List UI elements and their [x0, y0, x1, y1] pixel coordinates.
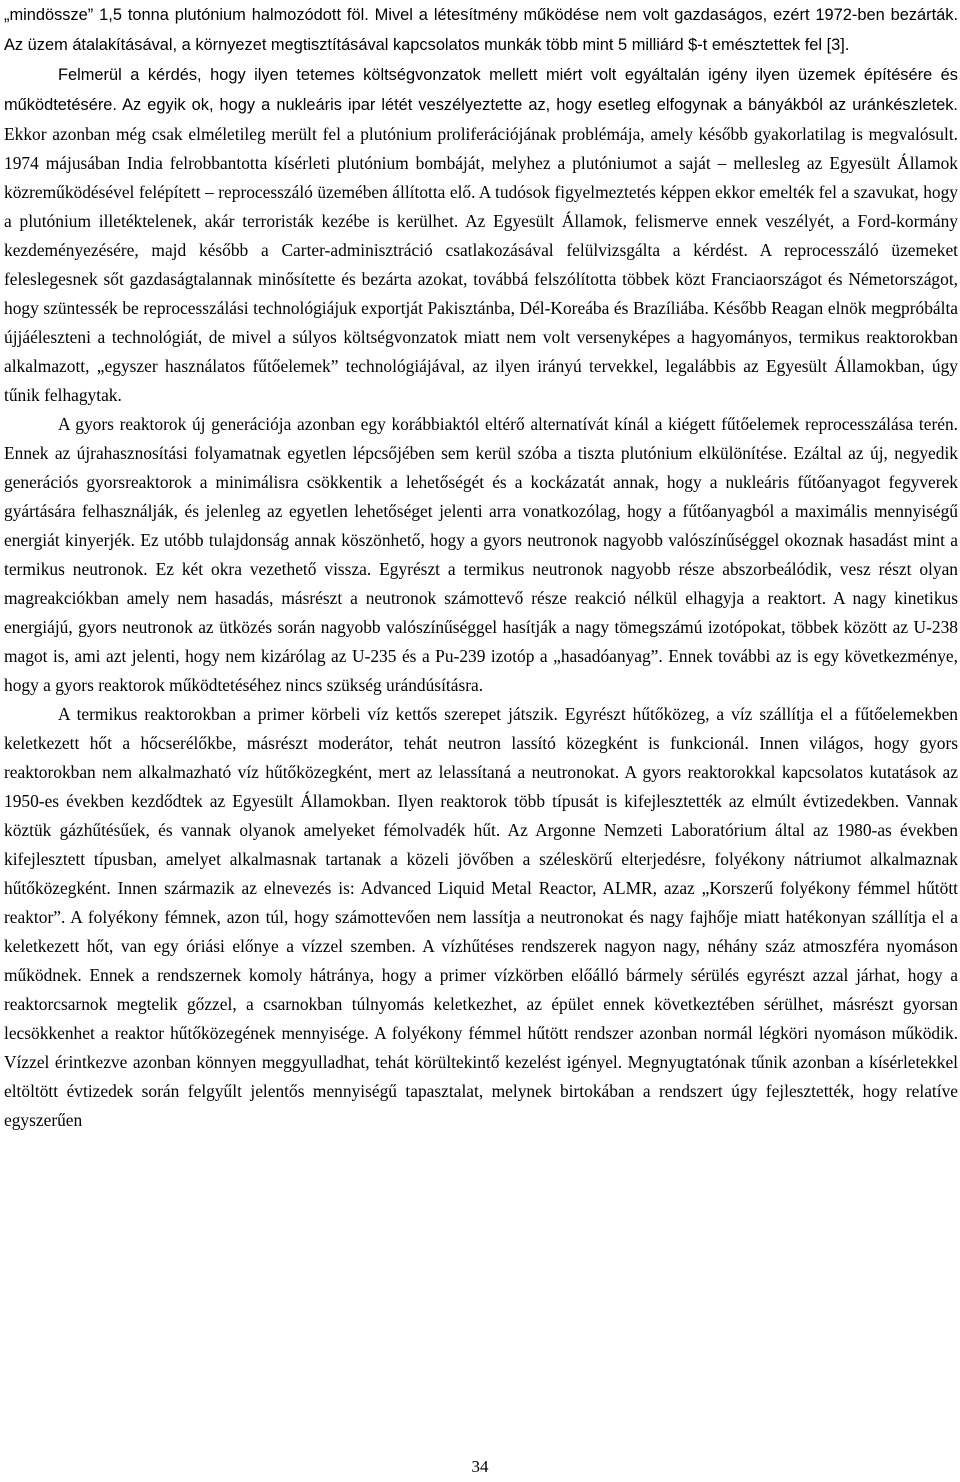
paragraph-1	[4, 0, 958, 60]
page-number: 34	[471, 1457, 489, 1476]
paragraph-2	[4, 60, 958, 410]
paragraph-2-serif-text: Ekkor azonban még csak elméletileg merült fel a plutónium proliferációjának problémája, amely később gyakorlatilag is megvalósult. 1974 májusában India felrobbantotta kísérleti plutónium bombáját, melyhez a plutóniumot a saját – mellesleg az Egyesült Államok közreműködésével felépített – reprocesszáló üzemében állította elő. A tudósok figyelmeztetés képpen ekkor emelték fel a szavukat, hogy a plutónium illetéktelenek, akár terroristák kezébe is kerülhet. Az Egyesült Államok, felismerve ennek veszélyét, a Ford-kormány kezdeményezésére, majd később a Carter-adminisztráció csatlakozásával felülvizsgálta a kérdést. A reprocesszáló üzemeket feleslegesnek sőt gazdaságtalannak minősítette és bezárta azokat, továbbá felszólította többek közt Franciaországot és Németországot, hogy szüntessék be reprocesszálási technológiájuk exportját Pakisztánba, Dél-Koreába és Brazíliába. Később Reagan elnök megpróbálta újjáéleszteni a technológiát, de mivel a súlyos költségvonzatok miatt nem volt versenyképes a hagyományos, termikus reaktorokban alkalmazott, „egyszer használatos fűtőelemek” technológiájával, az ilyen irányú tervekkel, legalábbis az Egyesült Államokban, úgy tűnik felhagytak.	[4, 124, 958, 405]
paragraph-2-sans-text: Felmerül a kérdés, hogy ilyen tetemes költségvonzatok mellett miért volt egyáltalán igény ilyen üzemek építésére és működtetésére. Az egyik ok, hogy a nukleáris ipar létét veszélyeztette az, hogy esetleg elfogynak a bányákból az uránkészletek.	[4, 66, 958, 114]
document-page	[4, 0, 958, 1135]
paragraph-1-text: „mindössze” 1,5 tonna plutónium halmozódott föl. Mivel a létesítmény működése nem volt gazdaságos, ezért 1972-ben bezárták. Az üzem átalakításával, a környezet megtisztításával kapcsolatos munkák több mint 5 milliárd $-t emésztettek fel [3].	[4, 6, 958, 54]
paragraph-4: A termikus reaktorokban a primer körbeli víz kettős szerepet játszik. Egyrészt hűtőközeg, a víz szállítja el a fűtőelemekben keletkezett hőt a hőcserélőkbe, másrészt moderátor, tehát neutron lassító közegként is funkcionál. Innen világos, hogy gyors reaktorokban nem alkalmazható víz hűtőközegként, mert az lelassítaná a neutronokat. A gyors reaktorokkal kapcsolatos kutatások az 1950-es években kezdődtek az Egyesült Államokban. Ilyen reaktorok több típusát is kifejlesztették az elmúlt évtizedekben. Vannak köztük gázhűtésűek, és vannak olyanok amelyeket fémolvadék hűt. Az Argonne Nemzeti Laboratórium által az 1980-as években kifejlesztett típusban, amelyet alkalmasnak tartanak a közeli jövőben a széleskörű elterjedésre, folyékony nátriumot alkalmaznak hűtőközegként. Innen származik az elnevezés is: Advanced Liquid Metal Reactor, ALMR, azaz „Korszerű folyékony fémmel hűtött reaktor”. A folyékony fémnek, azon túl, hogy számottevően nem lassítja a neutronokat és nagy fajhője miatt hatékonyan szállítja el a keletkezett hőt, van egy óriási előnye a vízzel szemben. A vízhűtéses rendszerek nagyon nagy, néhány száz atmoszféra nyomáson működnek. Ennek a rendszernek komoly hátránya, hogy a primer vízkörben előálló bármely sérülés egyrészt azzal járhat, hogy a reaktorcsarnok megtelik gőzzel, a csarnokban túlnyomás keletkezhet, az épület ennek következtében sérülhet, másrészt gyorsan lecsökkenhet a reaktor hűtőközegének mennyisége. A folyékony fémmel hűtött rendszer azonban normál légköri nyomáson működik. Vízzel érintkezve azonban könnyen meggyulladhat, tehát körültekintő kezelést igényel. Megnyugtatónak tűnik azonban a kísérletekkel eltöltött évtizedek során felgyűlt jelentős mennyiségű tapasztalat, melynek birtokában a rendszert úgy fejlesztették, hogy relatíve egyszerűen	[4, 704, 958, 1130]
paragraph-3: A gyors reaktorok új generációja azonban egy korábbiaktól eltérő alternatívát kínál a kiégett fűtőelemek reprocesszálása terén. Ennek az újrahasznosítási folyamatnak egyetlen lépcsőjében sem kerül szóba a tiszta plutónium elkülönítése. Ezáltal az új, negyedik generációs gyorsreaktorok a minimálisra csökkentik a lehetőségét és a kockázatát annak, hogy a nukleáris fűtőanyagot fegyverek gyártására felhasználják, és jelenleg az egyetlen lehetőséget jelenti arra vonatkozólag, hogy a fűtőanyagból a maximális mennyiségű energiát kinyerjék. Ez utóbb tulajdonság annak köszönhető, hogy a gyors neutronok nagyobb valószínűséggel okoznak hasadást mint a termikus neutronok. Ez két okra vezethető vissza. Egyrészt a termikus neutronok nagyobb része abszorbeálódik, vesz részt olyan magreakciókban amely nem hasadás, másrészt a neutronok számottevő része reakció nélkül elhagyja a reaktort. A nagy kinetikus energiájú, gyors neutronok az ütközés során nagyobb valószínűséggel hasítják a nagy tömegszámú izotópokat, többek között az U-238 magot is, ami azt jelenti, hogy nem kizárólag az U-235 és a Pu-239 izotóp a „hasadóanyag”. Ennek további az is egy következménye, hogy a gyors reaktorok működtetéséhez nincs szükség urándúsításra.	[4, 414, 958, 695]
